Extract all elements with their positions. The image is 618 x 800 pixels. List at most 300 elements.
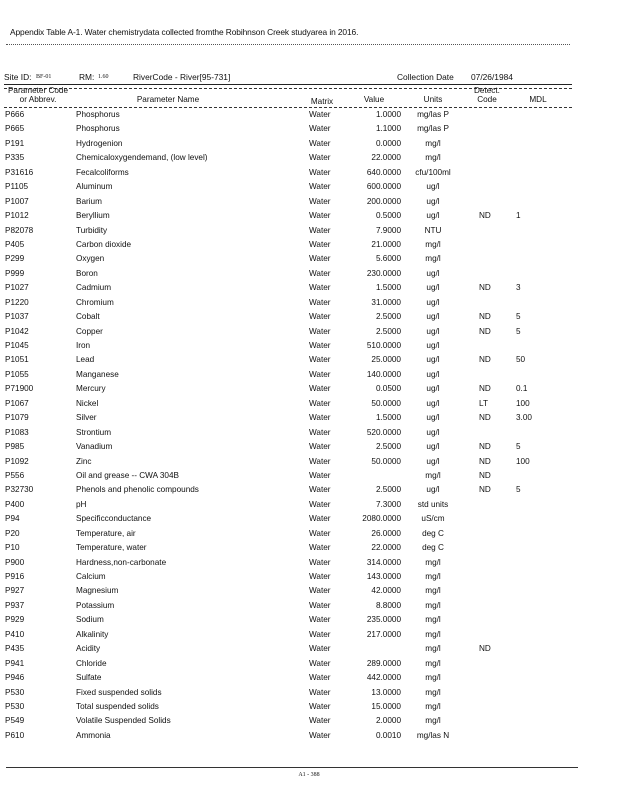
units-cell: ug/l (426, 312, 440, 322)
col-header-detect-code: Detect. Code (474, 86, 500, 104)
header-dash-bottom (4, 107, 572, 108)
param-name-cell: Temperature, water (76, 543, 147, 553)
param-name-cell: Magnesium (76, 586, 119, 596)
table-row (0, 110, 618, 124)
value-cell: 50.0000 (371, 456, 401, 466)
units-cell: mg/l (425, 615, 441, 625)
param-code-cell: P1007 (5, 196, 29, 206)
param-name-cell: Chromium (76, 297, 114, 307)
table-row (0, 153, 618, 167)
detect-code-cell: ND (479, 644, 491, 654)
param-code-cell: P530 (5, 687, 25, 697)
units-cell: ug/l (426, 196, 440, 206)
matrix-cell: Water (309, 196, 331, 206)
value-cell: 31.0000 (371, 297, 401, 307)
matrix-cell: Water (309, 629, 331, 639)
value-cell: 0.0010 (375, 730, 401, 740)
value-cell: 2.5000 (375, 442, 401, 452)
param-name-cell: Nickel (76, 398, 99, 408)
matrix-cell: Water (309, 427, 331, 437)
units-cell: mg/l (425, 153, 441, 163)
param-code-cell: P1037 (5, 312, 29, 322)
value-cell: 7.9000 (375, 225, 401, 235)
table-row (0, 457, 618, 471)
table-row (0, 413, 618, 427)
param-code-cell: P985 (5, 442, 25, 452)
matrix-cell: Water (309, 254, 331, 264)
table-row (0, 298, 618, 312)
value-cell: 2.5000 (375, 326, 401, 336)
param-name-cell: Carbon dioxide (76, 239, 132, 249)
units-cell: ug/l (426, 341, 440, 350)
units-cell: cfu/100ml (415, 167, 451, 177)
value-cell: 2.5000 (375, 312, 401, 322)
value-cell: 42.0000 (371, 586, 401, 596)
matrix-cell: Water (309, 528, 331, 538)
units-cell: deg C (422, 543, 444, 553)
param-code-cell: P665 (5, 124, 25, 134)
matrix-cell: Water (309, 283, 331, 293)
matrix-cell: Water (309, 225, 331, 235)
matrix-cell: Water (309, 268, 331, 278)
detect-code-cell: ND (479, 413, 491, 423)
value-cell: 442.0000 (366, 673, 401, 683)
param-code-cell: P94 (5, 514, 20, 524)
table-row (0, 139, 618, 153)
units-cell: mg/l (425, 586, 441, 596)
data-table-body (0, 110, 618, 745)
matrix-cell: Water (309, 586, 331, 596)
param-name-cell: Vanadium (76, 442, 113, 452)
value-cell: 217.0000 (366, 629, 401, 639)
param-code-cell: P610 (5, 730, 25, 740)
table-row (0, 240, 618, 254)
param-code-cell: P937 (5, 600, 25, 610)
value-cell: 1.0000 (375, 110, 401, 119)
matrix-cell: Water (309, 730, 331, 740)
units-cell: mg/l (425, 600, 441, 610)
mdl-cell: 5 (516, 326, 521, 336)
matrix-cell: Water (309, 239, 331, 249)
param-code-cell: P900 (5, 557, 25, 567)
value-cell: 230.0000 (366, 268, 401, 278)
param-name-cell: Cobalt (76, 312, 100, 322)
units-cell: mg/l (425, 557, 441, 567)
units-cell: mg/las N (416, 730, 450, 740)
table-row (0, 442, 618, 456)
value-cell: 22.0000 (371, 543, 401, 553)
table-row (0, 327, 618, 341)
param-name-cell: Potassium (76, 600, 115, 610)
detect-code-cell: LT (479, 398, 488, 408)
param-name-cell: Copper (76, 326, 103, 336)
mdl-cell: 100 (516, 456, 530, 466)
site-id-value: BF-01 (36, 74, 52, 80)
table-row (0, 586, 618, 600)
units-cell: mg/las P (417, 110, 449, 119)
param-name-cell: Phosphorus (76, 110, 120, 119)
units-cell: ug/l (426, 413, 440, 423)
param-name-cell: Phenols and phenolic compounds (76, 485, 199, 495)
units-cell: ug/l (426, 268, 440, 278)
value-cell: 1.5000 (375, 283, 401, 293)
param-code-cell: P335 (5, 153, 25, 163)
value-cell: 520.0000 (366, 427, 401, 437)
param-name-cell: Fecalcoliforms (76, 167, 129, 177)
col-header-mdl: MDL (529, 95, 547, 104)
param-name-cell: pH (76, 499, 87, 509)
table-row (0, 485, 618, 499)
table-row (0, 341, 618, 355)
param-code-cell: P1051 (5, 355, 29, 365)
mdl-cell: 3.00 (516, 413, 532, 423)
matrix-cell: Water (309, 716, 331, 726)
units-cell: mg/l (425, 687, 441, 697)
matrix-cell: Water (309, 153, 331, 163)
value-cell: 8.8000 (375, 600, 401, 610)
value-cell: 22.0000 (371, 153, 401, 163)
table-title: Appendix Table A-1. Water chemistrydata collected fromthe Robihnson Creek studyarea in 2016. (10, 27, 359, 37)
param-name-cell: Turbidity (76, 225, 108, 235)
param-code-cell: P941 (5, 658, 25, 668)
value-cell: 2.5000 (375, 485, 401, 495)
param-code-cell: P1012 (5, 211, 29, 221)
table-row (0, 168, 618, 182)
param-name-cell: Fixed suspended solids (76, 687, 162, 697)
param-name-cell: Silver (76, 413, 97, 423)
table-row (0, 283, 618, 297)
matrix-cell: Water (309, 312, 331, 322)
units-cell: mg/l (425, 470, 441, 480)
rm-label: RM: (79, 72, 95, 82)
table-row (0, 558, 618, 572)
table-row (0, 182, 618, 196)
mdl-cell: 5 (516, 485, 521, 495)
param-name-cell: Ammonia (76, 730, 111, 740)
units-cell: mg/l (425, 629, 441, 639)
param-code-cell: P299 (5, 254, 25, 264)
mdl-cell: 0.1 (516, 384, 528, 394)
param-name-cell: Chemicaloxygendemand, (low level) (76, 153, 208, 163)
river-code: RiverCode - River[95-731] (133, 72, 231, 82)
site-id-label: Site ID: (4, 72, 32, 82)
units-cell: deg C (422, 528, 444, 538)
units-cell: mg/l (425, 138, 441, 148)
value-cell: 15.0000 (371, 701, 401, 711)
value-cell: 235.0000 (366, 615, 401, 625)
matrix-cell: Water (309, 470, 331, 480)
table-row (0, 355, 618, 369)
value-cell: 2080.0000 (362, 514, 401, 524)
table-row (0, 471, 618, 485)
matrix-cell: Water (309, 543, 331, 553)
param-code-cell: P927 (5, 586, 25, 596)
value-cell: 140.0000 (366, 369, 401, 379)
value-cell: 21.0000 (371, 239, 401, 249)
param-code-cell: P1067 (5, 398, 29, 408)
units-cell: mg/l (425, 701, 441, 711)
param-code-cell: P530 (5, 701, 25, 711)
table-row (0, 731, 618, 745)
matrix-cell: Water (309, 499, 331, 509)
collection-date-value: 07/26/1984 (471, 72, 513, 82)
param-code-cell: P929 (5, 615, 25, 625)
param-name-cell: Acidity (76, 644, 101, 654)
page-number: A1 - 388 (298, 772, 320, 778)
matrix-cell: Water (309, 644, 331, 654)
units-cell: ug/l (426, 283, 440, 293)
table-row (0, 399, 618, 413)
matrix-cell: Water (309, 600, 331, 610)
param-code-cell: P82078 (5, 225, 34, 235)
value-cell: 50.0000 (371, 398, 401, 408)
mdl-cell: 100 (516, 398, 530, 408)
matrix-cell: Water (309, 182, 331, 192)
param-name-cell: Cadmium (76, 283, 112, 293)
table-row (0, 529, 618, 543)
param-code-cell: P1083 (5, 427, 29, 437)
units-cell: ug/l (426, 211, 440, 221)
matrix-cell: Water (309, 355, 331, 365)
units-cell: mg/l (425, 644, 441, 654)
table-row (0, 428, 618, 442)
value-cell: 5.6000 (375, 254, 401, 264)
table-row (0, 601, 618, 615)
site-header (0, 72, 618, 84)
units-cell: ug/l (426, 456, 440, 466)
col-header-param-name: Parameter Name (136, 95, 200, 104)
param-code-cell: P410 (5, 629, 25, 639)
units-cell: mg/l (425, 254, 441, 264)
param-code-cell: P1105 (5, 182, 29, 192)
units-cell: std units (417, 499, 449, 509)
detect-code-cell: ND (479, 211, 491, 221)
param-name-cell: Hydrogenion (76, 138, 123, 148)
mdl-cell: 3 (516, 283, 521, 293)
table-row (0, 702, 618, 716)
collection-date-label: Collection Date (397, 72, 454, 82)
matrix-cell: Water (309, 341, 331, 350)
param-code-cell: P916 (5, 572, 25, 581)
matrix-cell: Water (309, 413, 331, 423)
table-row (0, 226, 618, 240)
param-code-cell: P1027 (5, 283, 29, 293)
value-cell: 0.0500 (375, 384, 401, 394)
units-cell: ug/l (426, 355, 440, 365)
matrix-cell: Water (309, 110, 331, 119)
detect-code-cell: ND (479, 355, 491, 365)
param-code-cell: P1055 (5, 369, 29, 379)
matrix-cell: Water (309, 557, 331, 567)
matrix-cell: Water (309, 369, 331, 379)
dotted-divider (6, 44, 570, 45)
param-name-cell: Mercury (76, 384, 106, 394)
table-row (0, 124, 618, 138)
col-header-param-code: Parameter Code or Abbrev. (7, 86, 69, 104)
col-header-value: Value (363, 95, 385, 104)
param-code-cell: P10 (5, 543, 20, 553)
param-code-cell: P400 (5, 499, 25, 509)
param-code-cell: P1045 (5, 341, 29, 350)
matrix-cell: Water (309, 297, 331, 307)
units-cell: mg/las P (417, 124, 449, 134)
param-name-cell: Sulfate (76, 673, 102, 683)
table-row (0, 630, 618, 644)
detect-code-cell: ND (479, 485, 491, 495)
param-name-cell: Strontium (76, 427, 112, 437)
param-code-cell: P1220 (5, 297, 29, 307)
table-row (0, 197, 618, 211)
param-code-cell: P1092 (5, 456, 29, 466)
units-cell: mg/l (425, 658, 441, 668)
value-cell: 640.0000 (366, 167, 401, 177)
value-cell: 25.0000 (371, 355, 401, 365)
detect-code-cell: ND (479, 470, 491, 480)
table-row (0, 659, 618, 673)
detect-code-cell: ND (479, 456, 491, 466)
units-cell: ug/l (426, 369, 440, 379)
param-code-cell: P71900 (5, 384, 34, 394)
param-name-cell: Barium (76, 196, 102, 206)
units-cell: ug/l (426, 442, 440, 452)
table-row (0, 514, 618, 528)
mdl-cell: 1 (516, 211, 521, 221)
param-name-cell: Chloride (76, 658, 107, 668)
detect-code-cell: ND (479, 442, 491, 452)
matrix-cell: Water (309, 485, 331, 495)
param-name-cell: Specificconductance (76, 514, 152, 524)
matrix-cell: Water (309, 701, 331, 711)
value-cell: 0.5000 (375, 211, 401, 221)
matrix-cell: Water (309, 326, 331, 336)
mdl-cell: 5 (516, 312, 521, 322)
table-row (0, 673, 618, 687)
units-cell: mg/l (425, 239, 441, 249)
value-cell: 289.0000 (366, 658, 401, 668)
param-code-cell: P435 (5, 644, 25, 654)
param-name-cell: Oxygen (76, 254, 105, 264)
units-cell: ug/l (426, 182, 440, 192)
matrix-cell: Water (309, 572, 331, 581)
units-cell: mg/l (425, 673, 441, 683)
param-name-cell: Phosphorus (76, 124, 120, 134)
param-code-cell: P405 (5, 239, 25, 249)
footer-rule (6, 767, 578, 768)
param-code-cell: P556 (5, 470, 25, 480)
param-name-cell: Volatile Suspended Solids (76, 716, 171, 726)
table-row (0, 615, 618, 629)
mdl-cell: 5 (516, 442, 521, 452)
matrix-cell: Water (309, 442, 331, 452)
value-cell: 510.0000 (366, 341, 401, 350)
param-code-cell: P1042 (5, 326, 29, 336)
value-cell: 7.3000 (375, 499, 401, 509)
table-row (0, 211, 618, 225)
param-code-cell: P1079 (5, 413, 29, 423)
units-cell: ug/l (426, 485, 440, 495)
param-name-cell: Calcium (76, 572, 106, 581)
col-header-units: Units (423, 95, 443, 104)
value-cell: 26.0000 (371, 528, 401, 538)
value-cell: 200.0000 (366, 196, 401, 206)
param-name-cell: Zinc (76, 456, 92, 466)
param-name-cell: Iron (76, 341, 91, 350)
table-row (0, 644, 618, 658)
value-cell: 143.0000 (366, 572, 401, 581)
units-cell: mg/l (425, 716, 441, 726)
matrix-cell: Water (309, 514, 331, 524)
table-row (0, 312, 618, 326)
param-code-cell: P191 (5, 138, 25, 148)
value-cell: 13.0000 (371, 687, 401, 697)
matrix-cell: Water (309, 138, 331, 148)
matrix-cell: Water (309, 167, 331, 177)
table-row (0, 543, 618, 557)
matrix-cell: Water (309, 456, 331, 466)
param-code-cell: P549 (5, 716, 25, 726)
col-header-matrix: Matrix (310, 97, 334, 106)
table-row (0, 384, 618, 398)
units-cell: uS/cm (421, 514, 445, 524)
mdl-cell: 50 (516, 355, 526, 365)
param-name-cell: Alkalinity (76, 629, 109, 639)
matrix-cell: Water (309, 211, 331, 221)
param-name-cell: Oil and grease -- CWA 304B (76, 470, 179, 480)
rm-value: 1.60 (98, 74, 109, 80)
units-cell: mg/l (425, 572, 441, 581)
table-row (0, 269, 618, 283)
matrix-cell: Water (309, 615, 331, 625)
table-row (0, 572, 618, 586)
value-cell: 1.5000 (375, 413, 401, 423)
matrix-cell: Water (309, 673, 331, 683)
units-cell: ug/l (426, 398, 440, 408)
param-name-cell: Beryllium (76, 211, 110, 221)
detect-code-cell: ND (479, 283, 491, 293)
matrix-cell: Water (309, 687, 331, 697)
table-row (0, 370, 618, 384)
param-name-cell: Lead (76, 355, 95, 365)
matrix-cell: Water (309, 658, 331, 668)
param-name-cell: Sodium (76, 615, 104, 625)
table-row (0, 716, 618, 730)
matrix-cell: Water (309, 124, 331, 134)
table-row (0, 500, 618, 514)
detect-code-cell: ND (479, 384, 491, 394)
value-cell: 600.0000 (366, 182, 401, 192)
value-cell: 2.0000 (375, 716, 401, 726)
param-code-cell: P999 (5, 268, 25, 278)
param-name-cell: Manganese (76, 369, 119, 379)
param-code-cell: P666 (5, 110, 25, 119)
units-cell: ug/l (426, 384, 440, 394)
param-name-cell: Boron (76, 268, 98, 278)
value-cell: 314.0000 (366, 557, 401, 567)
value-cell: 1.1000 (375, 124, 401, 134)
param-name-cell: Hardness,non-carbonate (76, 557, 167, 567)
value-cell: 0.0000 (375, 138, 401, 148)
units-cell: ug/l (426, 427, 440, 437)
param-code-cell: P32730 (5, 485, 34, 495)
param-code-cell: P31616 (5, 167, 34, 177)
table-row (0, 254, 618, 268)
units-cell: ug/l (426, 326, 440, 336)
param-name-cell: Aluminum (76, 182, 113, 192)
param-name-cell: Total suspended solids (76, 701, 159, 711)
units-cell: NTU (424, 225, 442, 235)
matrix-cell: Water (309, 384, 331, 394)
param-code-cell: P20 (5, 528, 20, 538)
